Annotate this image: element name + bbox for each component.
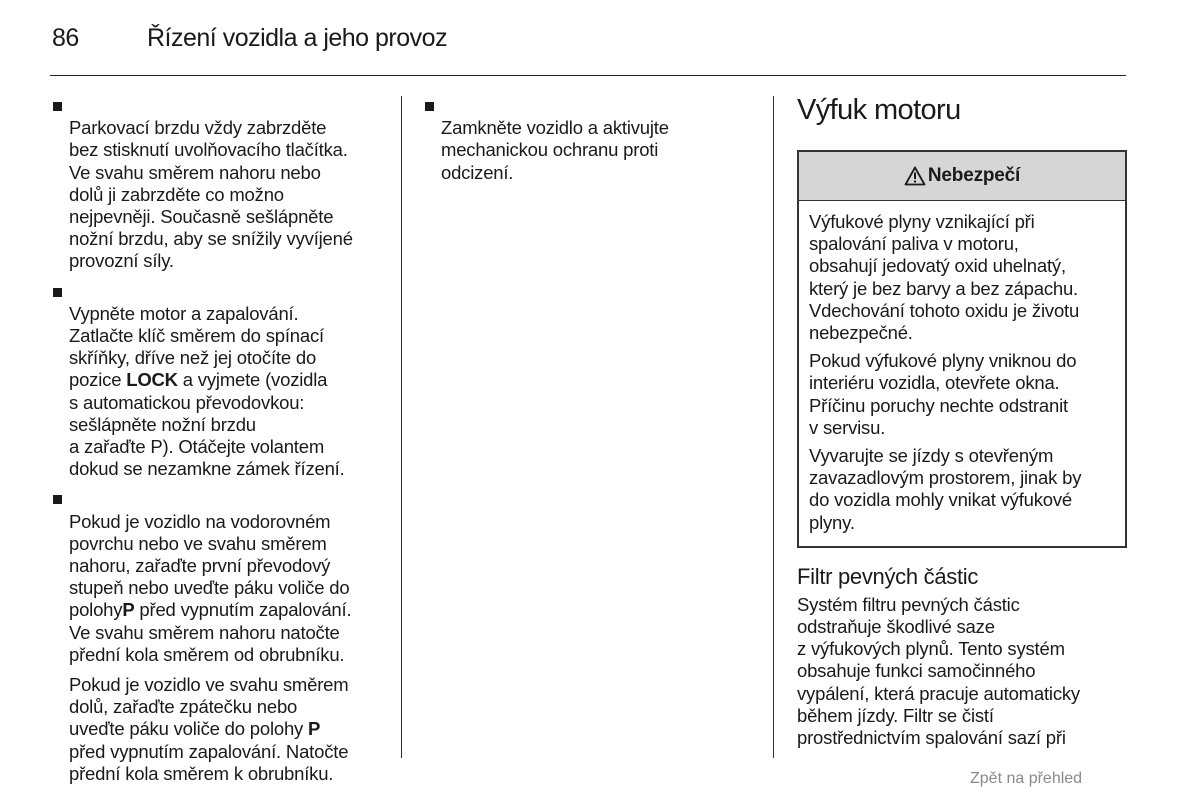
danger-paragraph: Pokud výfukové plyny vniknou do interiéru vozidla, otevřete okna. Příčinu poruchy nechte odstranit v servisu. — [809, 350, 1077, 438]
danger-paragraph: Vyvarujte se jízdy s otevřeným zavazadlovým prostorem, jinak by do vozidla mohly vnikat výfukové plyny. — [809, 445, 1082, 533]
bold-term-lock: LOCK — [126, 369, 178, 391]
danger-label: Nebezpečí — [927, 164, 1021, 186]
bullet-text-before: Vypněte motor a zapalování. Zatlačte klíč směrem do spínací skříňky, dříve než jej otočíte do pozice — [69, 302, 324, 391]
para-text-after: před vypnutím zapalování. Natočte přední kola směrem k obrubníku. — [69, 740, 349, 784]
danger-body — [799, 201, 1125, 546]
header-divider — [50, 75, 1126, 76]
back-to-overview-link[interactable]: Zpět na přehled — [970, 770, 1083, 787]
danger-box — [797, 150, 1127, 548]
bullet-text-after: před vypnutím zapalování. Ve svahu směrem nahoru natočte přední kola směrem od obrubníku. — [69, 599, 352, 665]
bullet-text-before: Pokud je vozidlo na vodorovném povrchu nebo ve svahu směrem nahoru, zařaďte první převodový stupeň nebo uveďte páku voliče do polohy — [69, 510, 350, 621]
bullet-item-lock-vehicle — [424, 95, 764, 184]
column-divider-left — [401, 96, 402, 758]
danger-paragraph: Výfukové plyny vznikající při spalování paliva v motoru, obsahují jedovatý oxid uhelnatý, který je bez barvy a bez zápachu. Vdechování tohoto oxidu je životu nebezpečné. — [809, 211, 1080, 344]
bullet-item-parking-brake — [52, 95, 392, 273]
continuation-paragraph — [52, 674, 392, 785]
column-left — [52, 95, 392, 785]
bullet-item-engine-off — [52, 281, 392, 481]
bullet-square-icon — [425, 102, 434, 111]
bullet-square-icon — [53, 288, 62, 297]
section-title: Výfuk motoru — [797, 94, 961, 126]
warning-triangle-icon — [904, 166, 926, 186]
subsection-title: Filtr pevných částic — [797, 563, 979, 589]
bullet-text: Parkovací brzdu vždy zabrzděte bez stisknutí uvolňovacího tlačítka. Ve svahu směrem nahoru nebo dolů ji zabrzděte co možno nejpevněji. Současně sešlápněte nožní brzdu, aby se snížily vyvíjené provozní síly. — [69, 117, 353, 272]
column-divider-right — [773, 96, 774, 758]
column-right — [797, 92, 1127, 749]
bullet-square-icon — [53, 495, 62, 504]
page-number: 86 — [52, 24, 79, 52]
column-middle — [424, 95, 764, 192]
bullet-text-after: a vyjmete (vozidla s automatickou převodovkou: sešlápněte nožní brzdu a zařaďte P). Otáčejte volantem dokud se nezamkne zámek řízení. — [69, 369, 345, 480]
danger-header — [799, 152, 1125, 201]
para-text-before: Pokud je vozidlo ve svahu směrem dolů, zařaďte zpátečku nebo uveďte páku voliče do polohy — [69, 674, 349, 740]
bullet-item-gear-selection — [52, 488, 392, 666]
page-heading: Řízení vozidla a jeho provoz — [147, 24, 448, 52]
bold-term-p: P — [122, 599, 135, 621]
subsection-paragraph: Systém filtru pevných částic odstraňuje škodlivé saze z výfukových plynů. Tento systém obsahuje funkci samočinného vypálení, která pracuje automaticky během jízdy. Filtr se čistí prostřednictvím spalování sazí při — [797, 593, 1080, 749]
bold-term-p: P — [308, 718, 321, 740]
bullet-square-icon — [53, 102, 62, 111]
bullet-text: Zamkněte vozidlo a aktivujte mechanickou ochranu proti odcizení. — [441, 117, 669, 183]
